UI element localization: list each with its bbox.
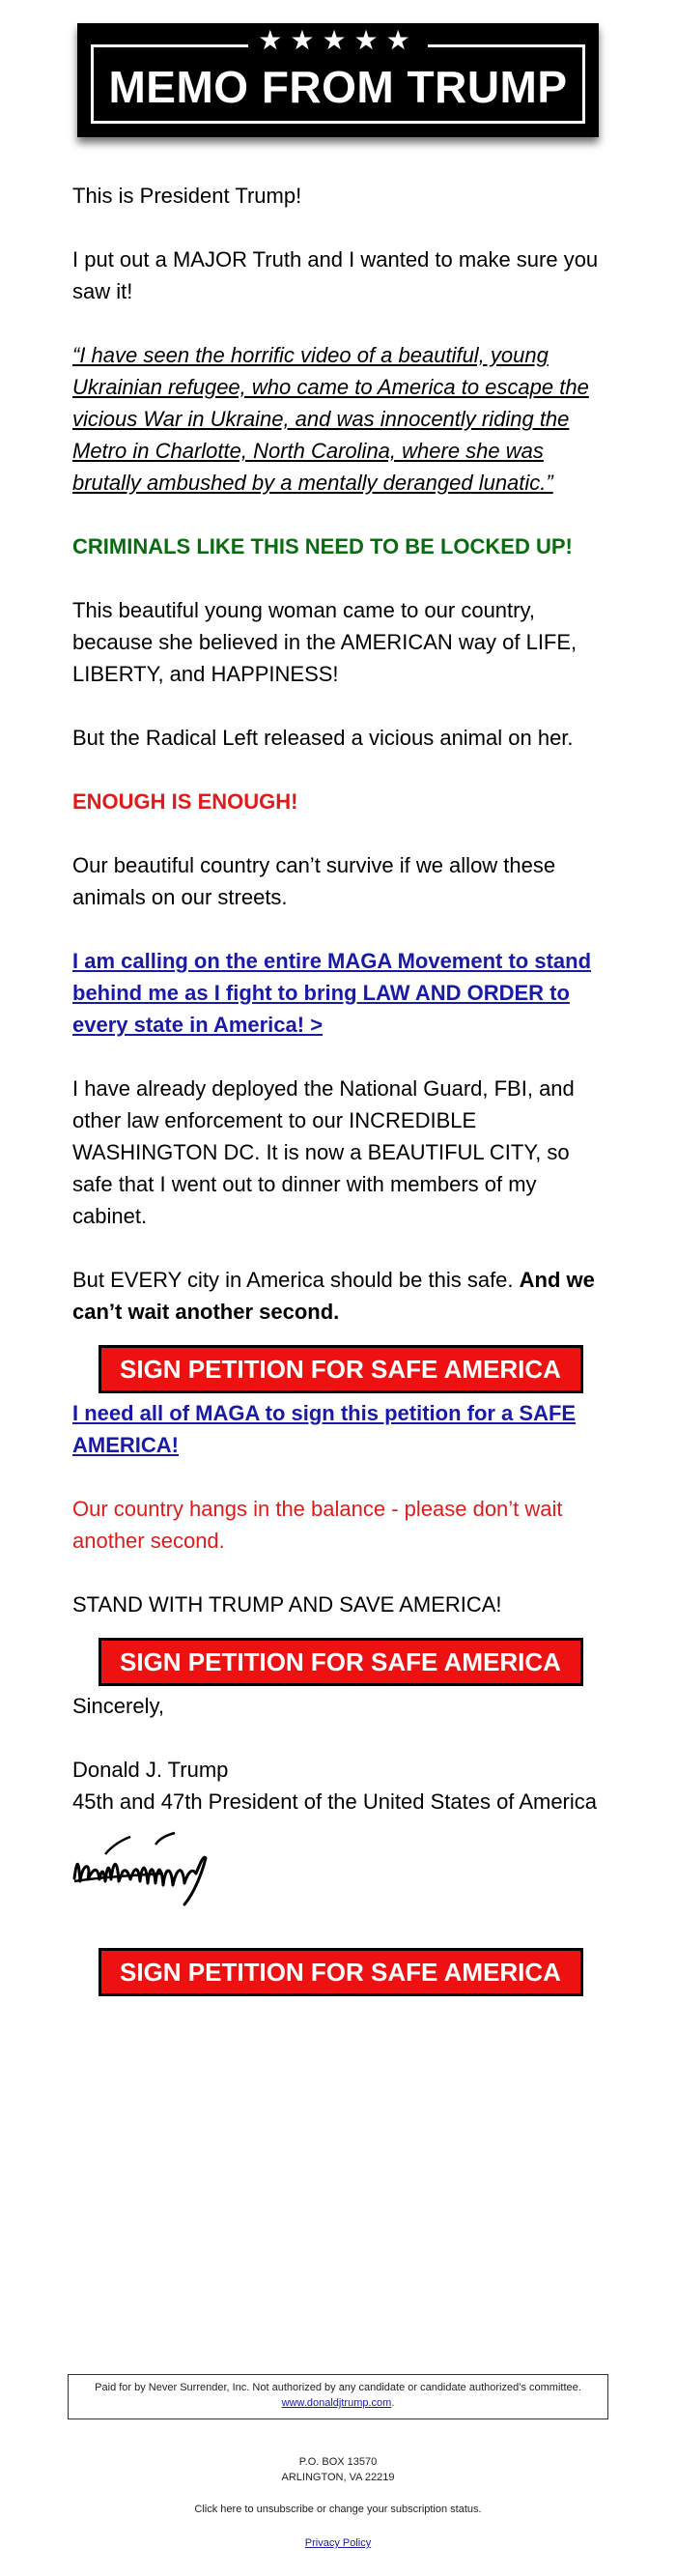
stand-with-trump: STAND WITH TRUMP AND SAVE AMERICA! bbox=[72, 1592, 502, 1617]
every-city-bold: And we can’t wait another second. bbox=[72, 1268, 595, 1324]
sign-petition-button-1[interactable]: SIGN PETITION FOR SAFE AMERICA bbox=[99, 1345, 583, 1393]
paragraph-every-city bbox=[72, 1264, 608, 1328]
privacy-policy bbox=[0, 2537, 676, 2549]
signer-title: 45th and 47th President of the United States of America bbox=[72, 1789, 598, 1814]
green-headline: CRIMINALS LIKE THIS NEED TO BE LOCKED UP! bbox=[72, 534, 573, 558]
banner-title: MEMO FROM TRUMP bbox=[108, 62, 568, 112]
sign-petition-button-2[interactable]: SIGN PETITION FOR SAFE AMERICA bbox=[99, 1638, 583, 1686]
address-line-2: ARLINGTON, VA 22219 bbox=[281, 2472, 395, 2483]
intro-paragraph: I put out a MAJOR Truth and I wanted to make sure you saw it! bbox=[72, 247, 599, 303]
sincerely: Sincerely, bbox=[72, 1694, 164, 1718]
paid-for-disclaimer bbox=[68, 2374, 608, 2419]
greeting: This is President Trump! bbox=[72, 184, 302, 208]
signature-image bbox=[70, 1825, 215, 1912]
every-city-text: But EVERY city in America should be this safe. bbox=[72, 1268, 520, 1292]
star-icons: ★★★★★ bbox=[248, 24, 428, 56]
paragraph-radical-left: But the Radical Left released a vicious animal on her. bbox=[72, 726, 574, 750]
paragraph-streets: Our beautiful country can’t survive if we allow these animals on our streets. bbox=[72, 853, 556, 909]
memo-body bbox=[72, 180, 608, 2000]
paragraph-dc: I have already deployed the National Guard, FBI, and other law enforcement to our INCREDIBLE WASHINGTON DC. It is now a BEAUTIFUL CITY, so safe that I went out to dinner with members of my cabinet. bbox=[72, 1076, 575, 1228]
mailing-address bbox=[0, 2454, 676, 2485]
sign-petition-button-3[interactable]: SIGN PETITION FOR SAFE AMERICA bbox=[99, 1948, 583, 1996]
banner-frame bbox=[91, 24, 585, 124]
law-and-order-link[interactable]: I am calling on the entire MAGA Movement to stand behind me as I fight to bring LAW AND ORDER to every state in America! > bbox=[72, 949, 592, 1037]
red-urgency-line: Our country hangs in the balance - please don’t wait another second. bbox=[72, 1497, 563, 1553]
banner-stars bbox=[94, 26, 582, 55]
paragraph-woman: This beautiful young woman came to our country, because she believed in the AMERICAN way of LIFE, LIBERTY, and HAPPINESS! bbox=[72, 598, 577, 686]
signer-name: Donald J. Trump bbox=[72, 1758, 229, 1782]
red-headline: ENOUGH IS ENOUGH! bbox=[72, 789, 298, 814]
address-line-1: P.O. BOX 13570 bbox=[298, 2456, 378, 2468]
unsubscribe-link[interactable]: Click here to unsubscribe or change your subscription status. bbox=[194, 2504, 482, 2515]
memo-banner bbox=[77, 23, 599, 137]
disclaimer-site-line: www.donaldjtrump.com. bbox=[281, 2397, 395, 2409]
truth-quote: “I have seen the horrific video of a beautiful, young Ukrainian refugee, who came to America to escape the vicious War in Ukraine, and was innocently riding the Metro in Charlotte, North Carolina, where she was brutally ambushed by a mentally deranged lunatic.” bbox=[72, 343, 589, 495]
disclaimer-text: Paid for by Never Surrender, Inc. Not authorized by any candidate or candidate authorized’s committee. bbox=[95, 2382, 581, 2393]
privacy-policy-link[interactable]: Privacy Policy bbox=[304, 2537, 372, 2549]
sign-petition-link[interactable]: I need all of MAGA to sign this petition for a SAFE AMERICA! bbox=[72, 1401, 577, 1457]
website-link[interactable]: www.donaldjtrump.com bbox=[281, 2397, 392, 2409]
